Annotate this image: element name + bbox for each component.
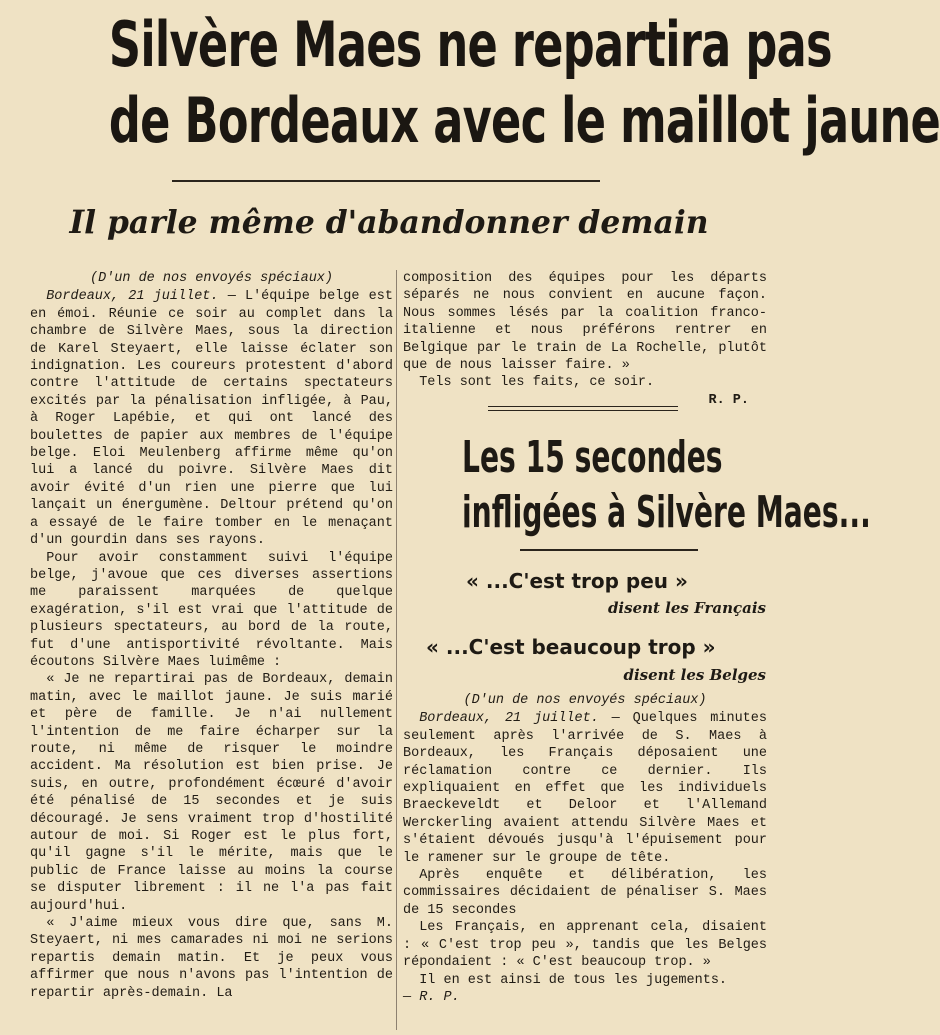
continuation-paragraph: composition des équipes pour les départs séparés ne nous convient en aucune façon. Nous sommes lésés par la coalition franco-italienne et nous préférons rentrer en Belgique par le train de La Rochelle, plutôt que de nous laisser faire. » xyxy=(403,271,767,374)
box-article-signature xyxy=(403,989,767,1006)
main-article-signature: R. P. xyxy=(708,392,749,408)
headline-rule xyxy=(172,180,600,182)
main-article-paragraph-text: — L'équipe belge est en émoi. Réunie ce soir au complet dans la chambre de Silvère Maes, sous la direction de Karel Steyaert, elle laisse éclater son indignation. Les coureurs protestent d'abord contre l'attitude de certains spectateurs excités par la pénalisation infligée, à Pau, à Roger Lapébie, et qui ont lancé des boulettes de papier aux membres de l'équipe belge. Eloi Meulenberg affirme même qu'on lui a lancé du poivre. Silvère Maes dit avoir évité d'un rien une pierre que lui lançait un énergumène. Deltour prétend qu'on a essayé de le faire tomber en le menaçant d'un gourdin dans ses rayons. xyxy=(30,289,393,549)
main-article-paragraph xyxy=(30,288,393,549)
box-article-byline: (D'un de nos envoyés spéciaux) xyxy=(463,693,707,708)
column-divider xyxy=(396,270,397,1030)
box-article-dateline: Bordeaux, 21 juillet. xyxy=(419,711,599,727)
box-headline-line-1: Les 15 secondes xyxy=(462,432,723,483)
headline-line-2: de Bordeaux avec le maillot jaune xyxy=(108,84,940,157)
quote-belgian: « ...C'est beaucoup trop » xyxy=(426,635,716,659)
main-article-byline: (D'un de nos envoyés spéciaux) xyxy=(89,271,334,286)
box-article-paragraph: Après enquête et délibération, les commissaires décidaient de pénaliser S. Maes de 15 secondes xyxy=(403,868,767,918)
headline-line-1: Silvère Maes ne repartira pas xyxy=(108,8,832,81)
main-article-paragraph: « J'aime mieux vous dire que, sans M. Steyaert, ni mes camarades ni moi ne serions repartis demain matin. Et je peux vous affirmer que nous n'avons pas l'intention de repartir après-demain. La xyxy=(30,916,393,1001)
main-article-paragraph: Pour avoir constamment suivi l'équipe belge, j'avoue que ces diverses assertions me paraissent marquées de quelque exagération, s'il est vrai que l'attitude de plusieurs spectateurs, au bord de la route, fut d'une antisportivité révoltante. Mais écoutons Silvère Maes luimême : xyxy=(30,550,393,670)
box-headline-rule xyxy=(520,549,698,551)
main-article-column xyxy=(30,270,393,1002)
main-article-dateline: Bordeaux, 21 juillet. xyxy=(46,289,219,305)
subheadline: Il parle même d'abandonner demain xyxy=(69,203,709,241)
attribution-belgian: disent les Belges xyxy=(623,666,766,684)
box-article-column xyxy=(403,692,767,1006)
box-article-paragraph xyxy=(403,710,767,867)
continuation-paragraph: Tels sont les faits, ce soir. xyxy=(419,375,655,391)
attribution-french: disent les Français xyxy=(607,599,766,617)
box-article-paragraph-text: — Quelques minutes seulement après l'arrivée de S. Maes à Bordeaux, les Français déposaient une réclamation contre ce dernier. Ils expliquaient en effet que les individuels Braeckeveldt et Deloor et l'Allemand Werckerling avaient attendu Silvère Maes et s'étaient dévoués jusqu'à l'épuisement pour le ramener sur le groupe de tête. xyxy=(403,711,767,866)
main-article-paragraph: « Je ne repartirai pas de Bordeaux, demain matin, avec le maillot jaune. Je suis marié et père de famille. Je n'ai nullement l'intention de me faire écharper sur la route, ni même de risquer le moindre accident. Ma résolution est bien prise. Je suis, en outre, profondément écœuré d'avoir été pénalisé de 15 secondes et je suis découragé. Je sens vraiment trop d'hostilité autour de moi. Si Roger est le plus fort, qu'il gagne s'il le mérite, mais que le public de France laisse au moins la course se disputer librement : il ne l'a pas fait aujourd'hui. xyxy=(30,672,393,914)
box-top-rule xyxy=(488,406,678,411)
box-article-paragraph: Les Français, en apprenant cela, disaient : « C'est trop peu », tandis que les Belges répondaient : « C'est beaucoup trop. » xyxy=(403,920,767,971)
box-headline-line-2: infligées à Silvère Maes... xyxy=(462,487,871,538)
box-article-signature-text: — R. P. xyxy=(403,989,460,1005)
main-article-continuation xyxy=(403,270,767,409)
box-article-paragraph: Il en est ainsi de tous les jugements. xyxy=(419,972,728,988)
quote-french: « ...C'est trop peu » xyxy=(466,569,688,593)
